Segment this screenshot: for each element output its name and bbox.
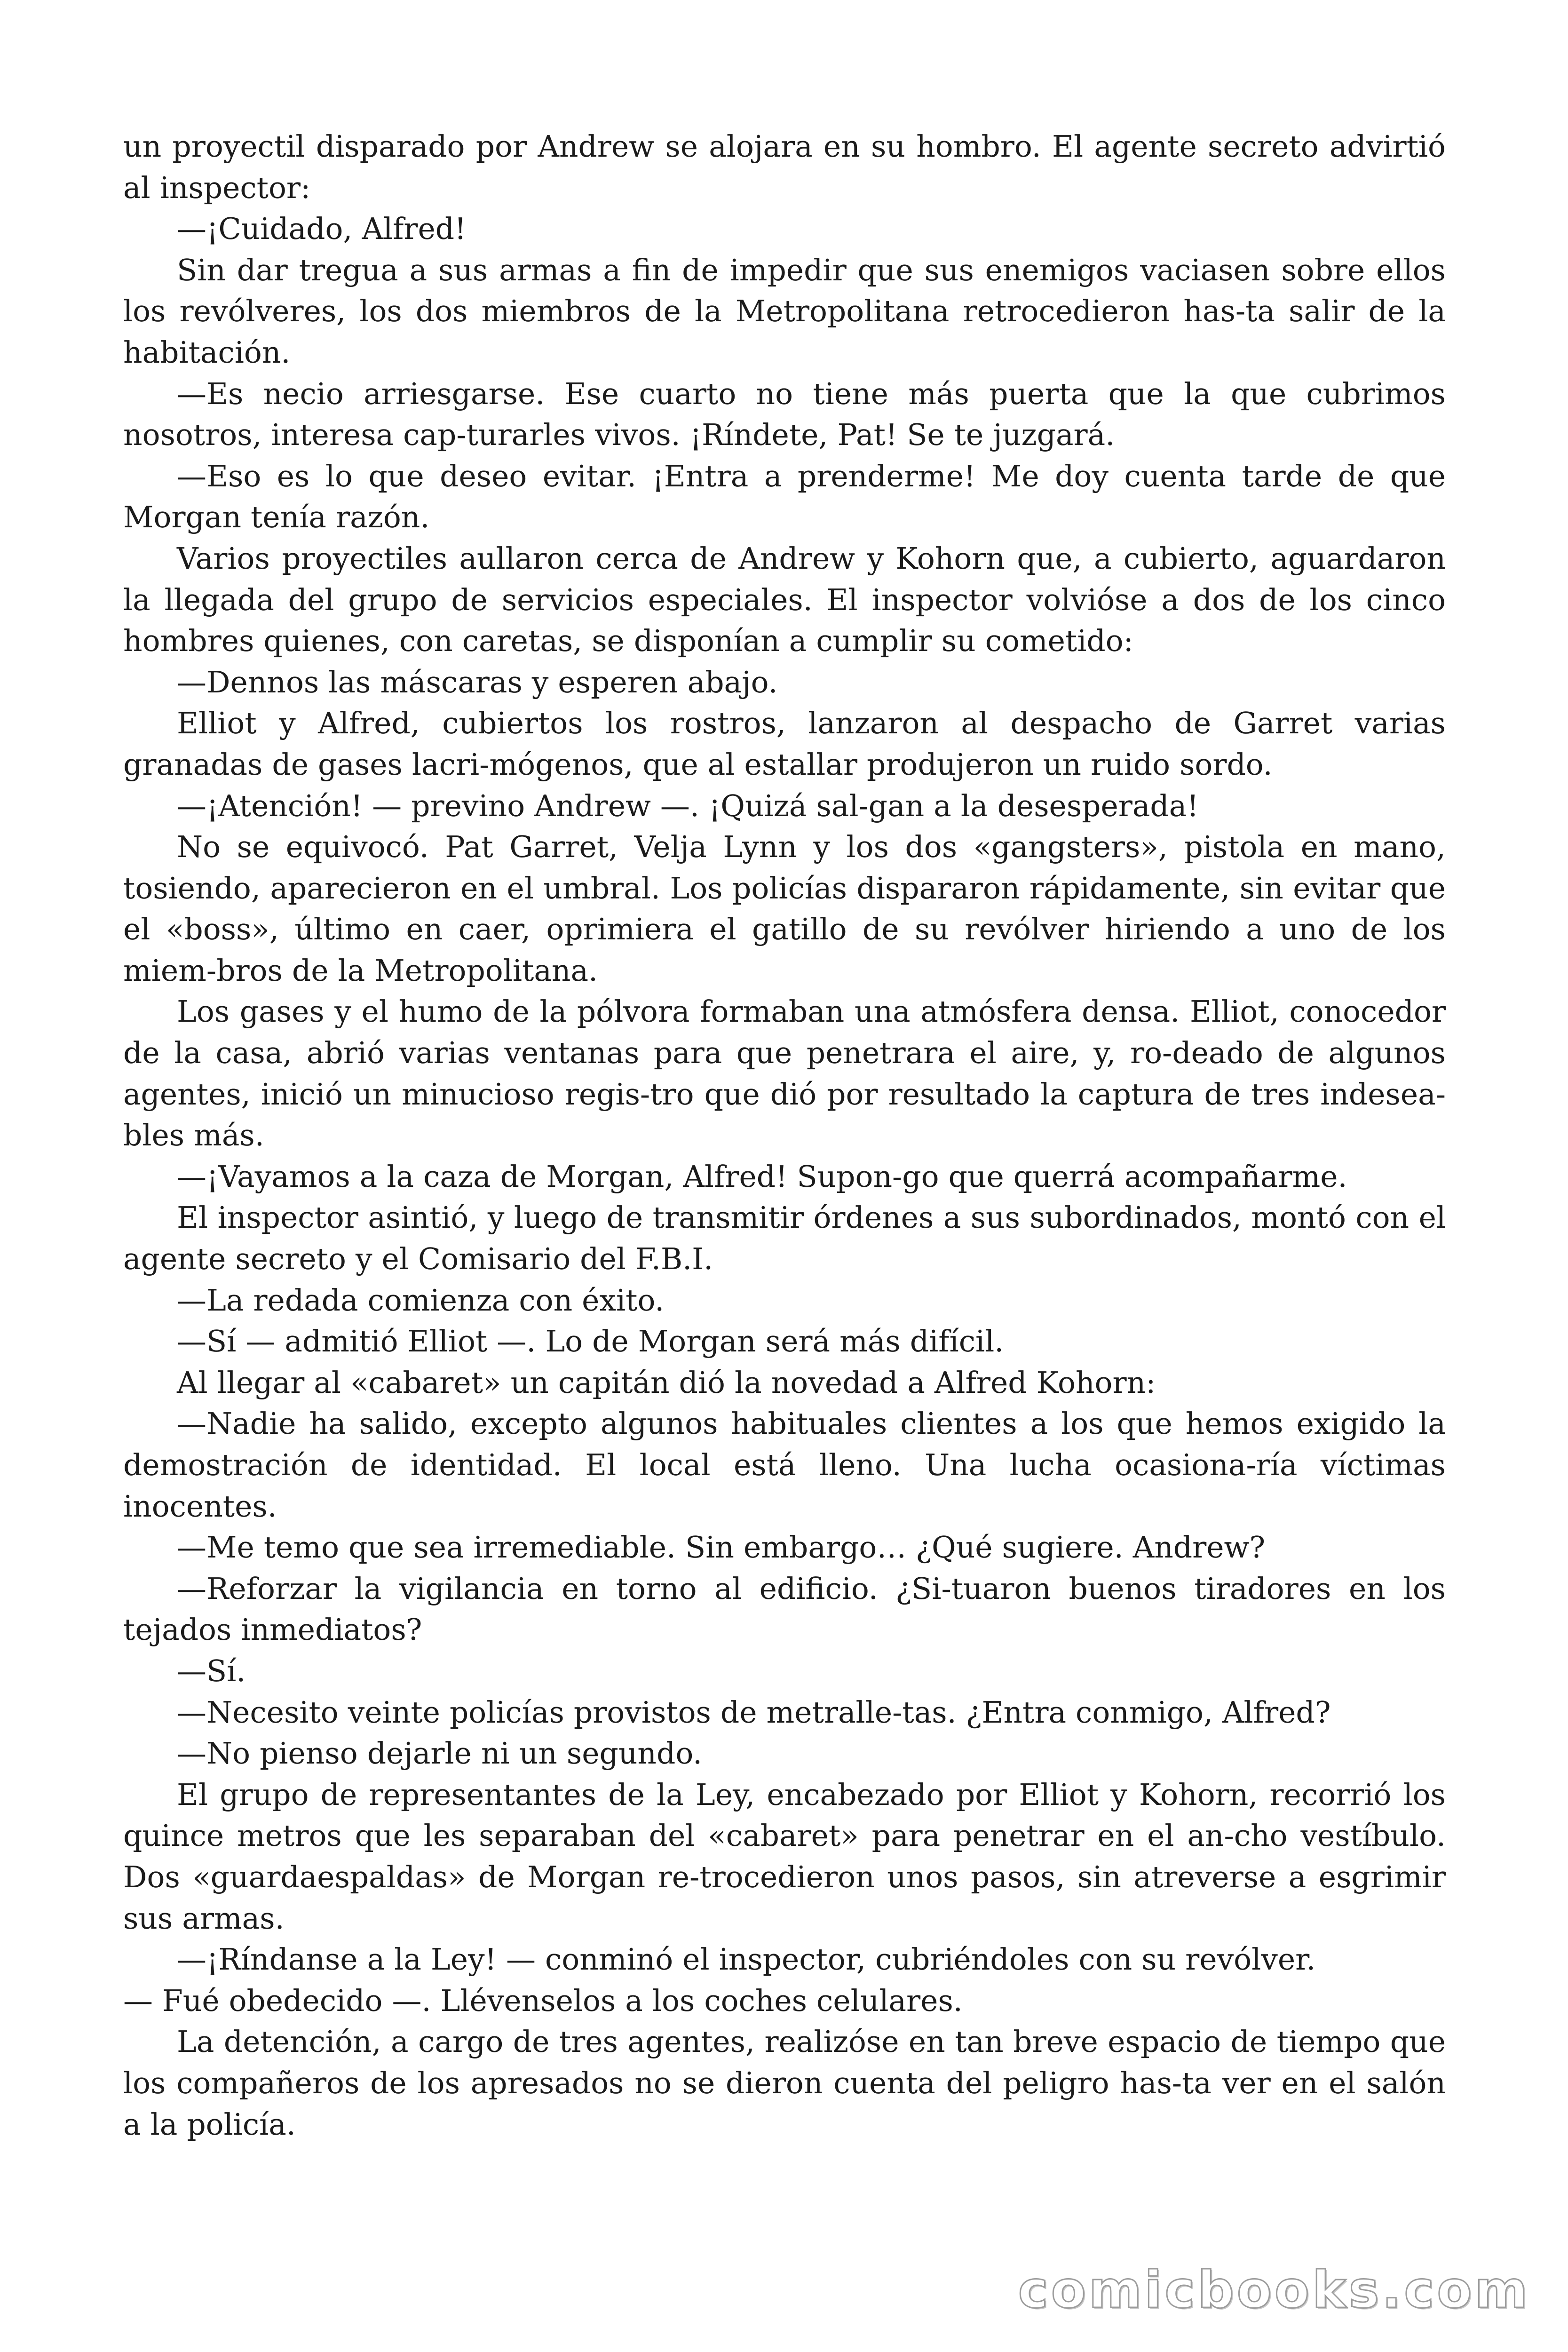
paragraph: —Necesito veinte policías provistos de metralle-tas. ¿Entra conmigo, Alfred?: [177, 1695, 1331, 1730]
paragraph: —Sí.: [177, 1653, 246, 1688]
paragraph: —¡Vayamos a la caza de Morgan, Alfred! Supon-go que querrá acompañarme.: [177, 1159, 1347, 1194]
paragraph: —¡Atención! — previno Andrew —. ¡Quizá sal-gan a la desesperada!: [177, 788, 1199, 823]
paragraph: No se equivocó. Pat Garret, Velja Lynn y los dos «gangsters», pistola en mano, tosiendo, aparecieron en el umbral. Los policías dispararon rápidamente, sin evitar que el «boss», último en caer, oprimiera el gatillo de su revólver hiriendo a uno de los miem-bros de la Metropolitana.: [123, 830, 1446, 988]
paragraph: El inspector asintió, y luego de transmitir órdenes a sus subordinados, montó con el agente secreto y el Comisario del F.B.I.: [123, 1200, 1446, 1277]
paragraph: —¡Ríndanse a la Ley! — conminó el inspector, cubriéndoles con su revólver. — Fué obedecido —. Llévenselos a los coches celulares.: [123, 1942, 1316, 2018]
paragraph: —Dennos las máscaras y esperen abajo.: [177, 665, 778, 699]
paragraph: —Reforzar la vigilancia en torno al edificio. ¿Si-tuaron buenos tiradores en los tejados inmediatos?: [123, 1571, 1446, 1647]
paragraph: Elliot y Alfred, cubiertos los rostros, lanzaron al despacho de Garret varias granadas de gases lacri-mógenos, que al estallar produjeron un ruido sordo.: [123, 706, 1446, 782]
paragraph: La detención, a cargo de tres agentes, realizóse en tan breve espacio de tiempo que los compañeros de los apresados no se dieron cuenta del peligro has-ta ver en el salón a la policía.: [123, 2025, 1446, 2142]
body-text: [123, 126, 1446, 2145]
paragraph: Los gases y el humo de la pólvora formaban una atmósfera densa. Elliot, conocedor de la casa, abrió varias ventanas para que penetrara el aire, y, ro-deado de algunos agentes, inició un minucioso regis-tro que dió por resultado la captura de tres indesea-bles más.: [123, 994, 1446, 1153]
paragraph: Al llegar al «cabaret» un capitán dió la novedad a Alfred Kohorn:: [177, 1365, 1156, 1400]
paragraph: —No pienso dejarle ni un segundo.: [177, 1736, 703, 1771]
paragraph: —Me temo que sea irremediable. Sin embargo… ¿Qué sugiere. Andrew?: [177, 1530, 1266, 1565]
paragraph: —Sí — admitió Elliot —. Lo de Morgan será más difícil.: [177, 1324, 1004, 1359]
paragraph: un proyectil disparado por Andrew se alojara en su hombro. El agente secreto advirtió al inspector:: [123, 129, 1446, 205]
paragraph: —Nadie ha salido, excepto algunos habituales clientes a los que hemos exigido la demostración de identidad. El local está lleno. Una lucha ocasiona-ría víctimas inocentes.: [123, 1406, 1446, 1524]
paragraph: —Eso es lo que deseo evitar. ¡Entra a prenderme! Me doy cuenta tarde de que Morgan tenía razón.: [123, 459, 1446, 535]
paragraph: Varios proyectiles aullaron cerca de Andrew y Kohorn que, a cubierto, aguardaron la llegada del grupo de servicios especiales. El inspector volvióse a dos de los cinco hombres quienes, con caretas, se disponían a cumplir su cometido:: [123, 541, 1446, 659]
paragraph: —La redada comienza con éxito.: [177, 1283, 665, 1318]
paragraph: El grupo de representantes de la Ley, encabezado por Elliot y Kohorn, recorrió los quince metros que les separaban del «cabaret» para penetrar en el an-cho vestíbulo. Dos «guardaespaldas» de Morgan re-trocedieron unos pasos, sin atreverse a esgrimir sus armas.: [123, 1777, 1446, 1936]
paragraph: —Es necio arriesgarse. Ese cuarto no tiene más puerta que la que cubrimos nosotros, interesa cap-turarles vivos. ¡Ríndete, Pat! Se te juzgará.: [123, 376, 1446, 453]
paragraph: —¡Cuidado, Alfred!: [177, 212, 467, 246]
watermark-logo: comicbooks.com: [1018, 2261, 1530, 2320]
paragraph: Sin dar tregua a sus armas a fin de impedir que sus enemigos vaciasen sobre ellos los revólveres, los dos miembros de la Metropolitana retrocedieron has-ta salir de la habitación.: [123, 253, 1446, 370]
